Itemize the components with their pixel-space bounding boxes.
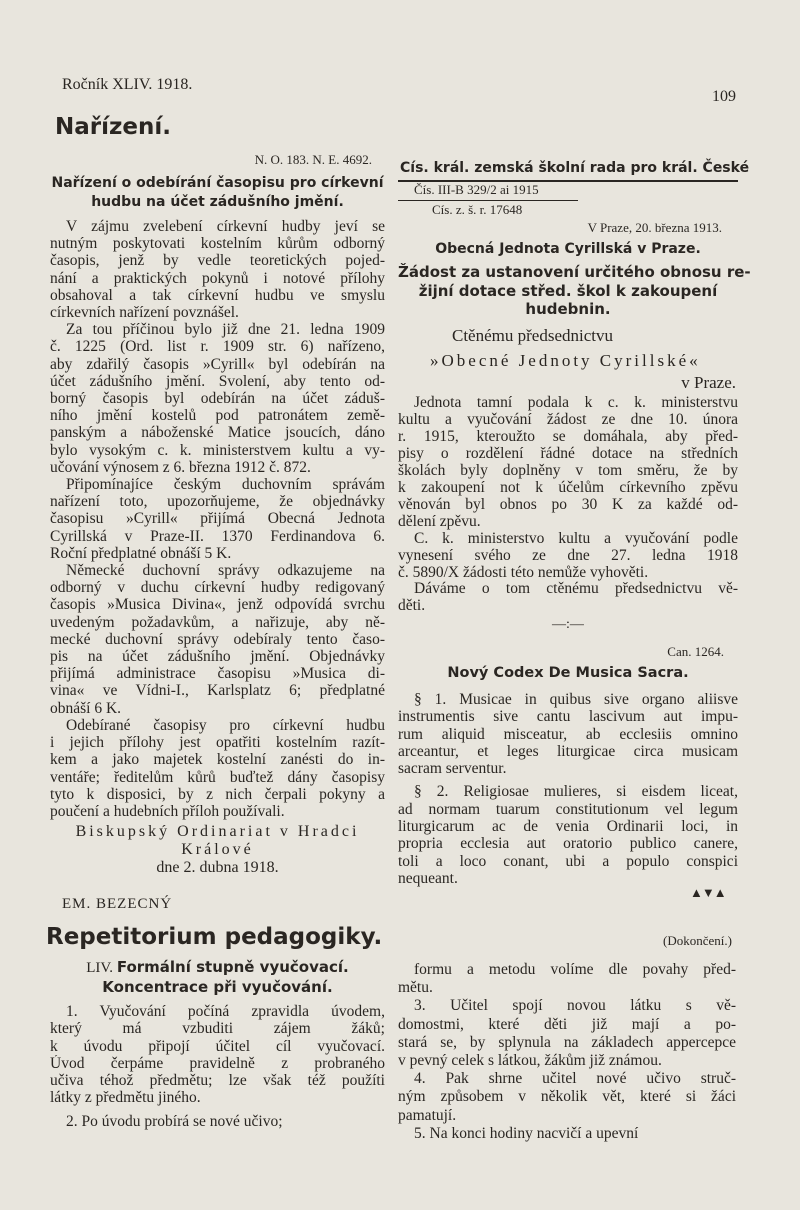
text-line: kem a jako majetek kostelní zanésti do in- <box>50 751 385 769</box>
text-line: ního jmění kostelů pod patronátem země- <box>50 407 385 425</box>
text-line: § 1. Musicae in quibus sive organo aliisve <box>414 691 738 708</box>
text-line: odborný v duchu církevní hudby redigovaný <box>50 579 385 597</box>
paragraph <box>398 531 738 582</box>
text-line: obsahoval a tak církevní hudbu ve smyslu <box>50 286 385 304</box>
section2-title: Repetitorium pedagogiky. <box>46 924 383 950</box>
text-line: pamatují. <box>398 1106 457 1124</box>
codex-title: Nový Codex De Musica Sacra. <box>447 665 689 681</box>
text-line: tyto k disposici, by z nich čerpali pokyny a <box>50 785 385 803</box>
codex-body <box>398 691 738 887</box>
text-line: který má vzbuditi zájem žáků; <box>50 1020 385 1038</box>
text-line: dělení zpěvu. <box>398 513 481 530</box>
addressee: Obecná Jednota Cyrillská v Praze. <box>435 241 701 257</box>
text-line: uvedeným požadavkům, a nařizuje, aby ně- <box>50 613 385 631</box>
text-line: propria ecclesia aut oratorio publico canere, <box>398 835 738 853</box>
text-line: r. 1915, kteroužto se domáhala, aby před- <box>398 428 738 445</box>
canon-ref: Can. 1264. <box>667 644 724 659</box>
text-line: Německé duchovní správy odkazujeme na <box>66 562 385 580</box>
text-line: Úvod čerpáme pravidelně z probraného <box>50 1054 385 1072</box>
text-line: církevních nařízení povznášel. <box>50 304 239 322</box>
text-line: Za tou příčinou bylo již dne 21. ledna 1909 <box>66 321 385 339</box>
text-line: látky z předmětu jiného. <box>50 1089 201 1107</box>
paragraph <box>398 783 738 887</box>
text-line: časopisu »Cyrill« přijímá Obecná Jednota <box>50 510 385 528</box>
text-line: učiva téhož předmětu; lze však též použíti <box>50 1072 385 1090</box>
text-line: poučení a hudebních příloh používali. <box>50 802 285 820</box>
running-title: Ročník XLIV. 1918. <box>62 76 193 93</box>
text-line: nařízení toto, upozorňujeme, že objednávky <box>50 493 385 511</box>
section2-heading <box>50 958 385 997</box>
text-line: Jednota tamní podala k c. k. ministerstvu <box>414 395 738 411</box>
text-line: 5. Na konci hodiny nacvičí a upevní <box>414 1124 639 1142</box>
text-line: liturgicarum ac de venia Ordinarii loci, in <box>398 818 738 836</box>
heading-line: Formální stupně vyučovací. <box>116 958 349 976</box>
paragraph <box>50 476 385 562</box>
paragraph <box>398 395 738 531</box>
text-line: časopis, jenž by vedle teoretických pojed- <box>50 252 385 270</box>
signature-line: Biskupský Ordinariat v Hradci <box>75 823 360 840</box>
text-line: přijímá administrace časopisu »Musica di- <box>50 665 385 683</box>
continued-note: (Dokončení.) <box>663 933 732 948</box>
paragraph <box>50 321 385 476</box>
text-line: Cyrillská v Praze-II. 1370 Ferdinandova 6. <box>50 527 385 545</box>
request-heading <box>398 263 751 319</box>
heading-line: hudbu na účet zádušního jmění. <box>91 194 344 210</box>
text-line: v pevný celek s látkou, žákům již známou. <box>398 1052 662 1070</box>
text-line: instrumentis sive cantu lascivum aut impu- <box>398 708 738 726</box>
paragraph <box>50 562 385 717</box>
ref-number: Čís. III-B 329/2 ai 1915 <box>414 182 539 197</box>
text-line: Připomínajíce českým duchovním správám <box>66 476 385 494</box>
text-line: učování výnosem z 6. března 1912 č. 872. <box>50 458 311 476</box>
text-line: borný časopis byl odebírán na účet záduš- <box>50 390 385 408</box>
text-line: sacram serventur. <box>398 760 507 778</box>
text-line: pisy o rozdělení řádné dotace na středních <box>398 445 738 462</box>
text-line: č. 5890/X žádosti této nemůže vyhověti. <box>398 564 649 581</box>
text-line: děti. <box>398 598 426 615</box>
text-line: věnován byl obnos po 30 K za každé od- <box>398 496 738 513</box>
paragraph <box>398 691 738 777</box>
text-line: 3. Učitel spojí novou látku s vě- <box>414 997 736 1015</box>
text-line: stará se, by splynula na základech appercepce <box>398 1033 736 1051</box>
salutation: Ctěnému předsednictvu <box>452 326 613 345</box>
text-line: panským a náboženské Matice jsoucích, dáno <box>50 424 385 442</box>
heading-line: Koncentrace při vyučování. <box>102 978 333 996</box>
salutation-place: v Praze. <box>681 373 736 392</box>
text-line: Roční předplatné obnáší 5 K. <box>50 544 232 562</box>
heading-line: hudebnin. <box>525 300 611 318</box>
authority-header: Cís. král. zemská školní rada pro král. České <box>400 160 750 176</box>
text-line: aby zdařilý časopis »Cyrill« byl odebírán na <box>50 355 385 373</box>
text-line: školách byly doplněny v tom směru, že by <box>398 462 738 479</box>
text-line: vina« ve Vídni-I., Karlsplatz 6; předplatné <box>50 682 385 700</box>
text-line: mecké duchovní správy odebíraly tento časo- <box>50 630 385 648</box>
text-line: 1. Vyučování počíná zpravidla úvodem, <box>66 1003 385 1020</box>
text-line: Odebírané časopisy pro církevní hudbu <box>66 716 385 734</box>
text-line: mětu. <box>398 979 433 997</box>
page-number: 109 <box>712 88 736 105</box>
salutation-org: »Obecné Jednoty Cyrillské« <box>430 351 701 370</box>
section2-body <box>50 1003 385 1130</box>
text-line: bylo vysokým c. k. ministerstvem kultu a vy- <box>50 441 385 459</box>
text-line: formu a metodu volíme dle povahy před- <box>414 961 736 978</box>
text-line: 4. Pak shrne učitel nové učivo struč- <box>414 1070 736 1088</box>
text-line: rum aliquid misceatur, ab ecclesiis omnino <box>398 725 738 743</box>
text-line: vynesení svého ze dne 27. ledna 1918 <box>398 547 738 564</box>
paragraph <box>398 1125 736 1143</box>
text-line: nequeant. <box>398 869 458 887</box>
text-line: C. k. ministerstvo kultu a vyučování podle <box>414 530 738 547</box>
signature-line: Králové <box>181 841 254 858</box>
separator: —:— <box>552 617 584 632</box>
text-line: § 2. Religiosae mulieres, si eisdem liceat, <box>414 783 738 801</box>
heading-number: LIV. <box>86 960 114 976</box>
section-title: Nařízení. <box>55 114 171 140</box>
ref-number-2: Cís. z. š. r. 17648 <box>432 202 523 217</box>
text-line: k zakoupení not k účelům církevního zpěvu <box>398 479 738 496</box>
paragraph <box>398 581 738 615</box>
ordinance-ref: N. O. 183. N. E. 4692. <box>254 152 372 167</box>
paragraph <box>50 1113 385 1130</box>
letter-body <box>398 395 738 615</box>
paragraph <box>398 1070 736 1125</box>
text-line: arceantur, et leges liturgicae circa musicam <box>398 742 738 760</box>
text-line: k úvodu připojí účitel cíl vyučovací. <box>50 1037 385 1055</box>
text-line: účet zádušního jmění. Svolení, aby tento od- <box>50 372 385 390</box>
divider <box>398 200 578 201</box>
heading-line: Žádost za ustanovení určitého obnosu re- <box>398 263 751 281</box>
signature-date: dne 2. dubna 1918. <box>156 859 279 876</box>
text-line: obnáší 6 K. <box>50 699 122 717</box>
text-line: toli a loco conant, ubi a populo conspici <box>398 852 738 870</box>
paragraph <box>50 1003 385 1107</box>
paragraph <box>50 218 385 321</box>
text-line: ventáře; ředitelům kůrů buďtež dány časopisy <box>50 768 385 786</box>
text-line: kultu a vyučování žádost ze dne 10. února <box>398 411 738 428</box>
text-line: i jejich přílohy jest opatřiti kostelním razít- <box>50 734 385 752</box>
author: EM. BEZECNÝ <box>62 896 173 912</box>
place-date: V Praze, 20. března 1913. <box>587 220 722 235</box>
text-line: nání a praktických pokynů i notové přílohy <box>50 269 385 287</box>
text-line: V zájmu zvelebení církevní hudby jeví se <box>66 218 385 235</box>
ordinance-body <box>50 218 385 820</box>
ordinance-heading <box>50 174 385 212</box>
paragraph <box>398 961 736 997</box>
ornament-icon: ▲▼▲ <box>690 885 726 900</box>
signature-block <box>50 823 385 877</box>
heading-line: Nařízení o odebírání časopisu pro církevní <box>51 175 384 191</box>
text-line: nutným poskytovati kostelním kůrům odborný <box>50 235 385 253</box>
text-line: časopis »Musica Divina«, jenž odpovídá svrchu <box>50 596 385 614</box>
text-line: ným způsobem v několik vět, které si žáci <box>398 1088 736 1106</box>
text-line: 2. Po úvodu probírá se nové učivo; <box>66 1112 283 1130</box>
text-line: pis na účet zádušního jmění. Objednávky <box>50 648 385 666</box>
section2-body-continued <box>398 961 736 1143</box>
text-line: ad normam tuarum constitutionum vel legum <box>398 800 738 818</box>
text-line: domostmi, které děti již mají a po- <box>398 1015 736 1033</box>
heading-line: žijní dotace střed. škol k zakoupení <box>418 281 718 300</box>
text-line: Dáváme o tom ctěnému předsednictvu vě- <box>414 581 738 598</box>
text-line: č. 1225 (Ord. list r. 1909 str. 6) nařízeno, <box>50 338 385 356</box>
paragraph <box>398 997 736 1070</box>
paragraph <box>50 717 385 820</box>
